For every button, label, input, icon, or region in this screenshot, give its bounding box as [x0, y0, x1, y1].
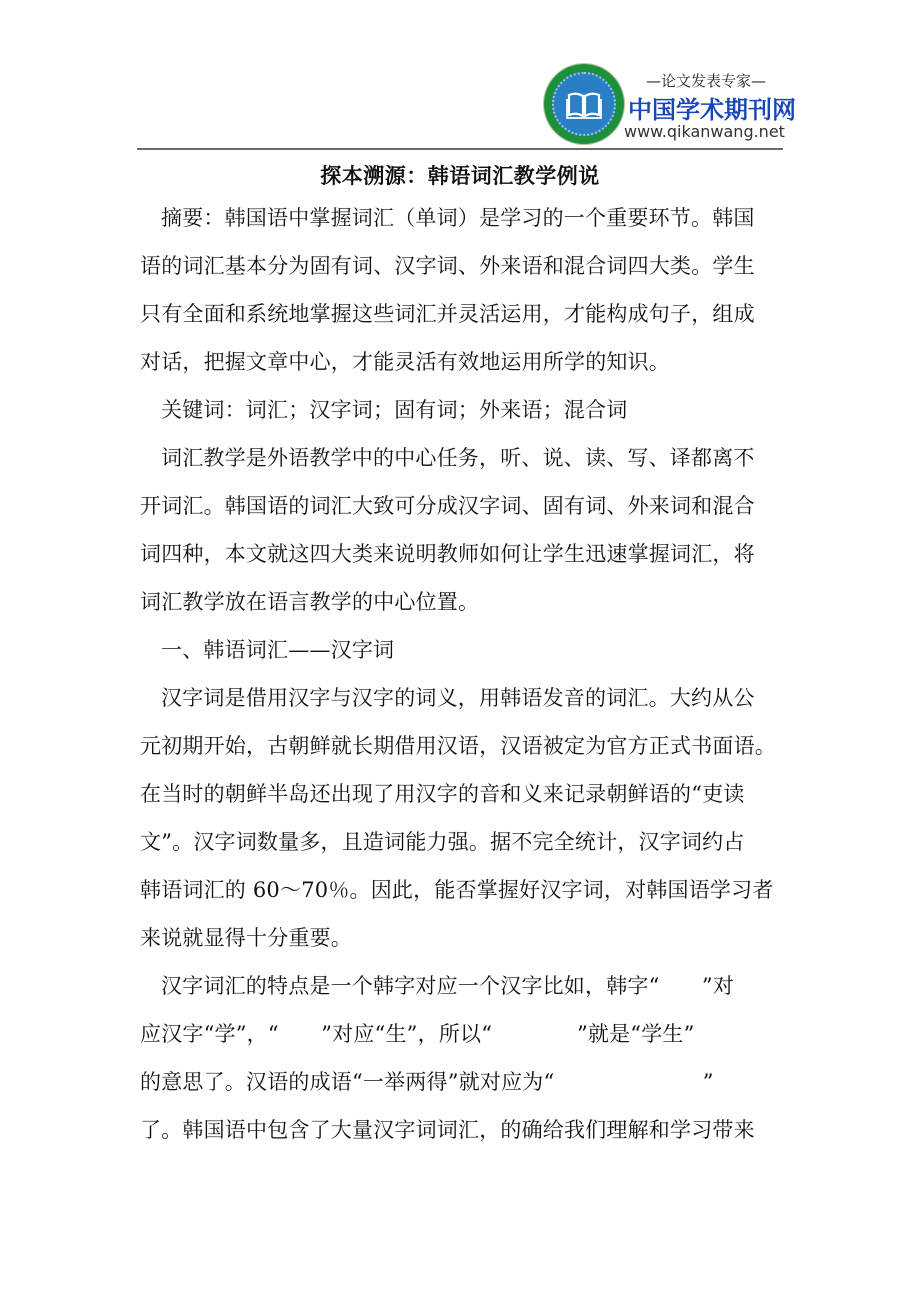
header-divider: [137, 148, 783, 150]
text-line: 词四种，本文就这四大类来说明教师如何让学生迅速掌握词汇，将: [140, 542, 755, 566]
text-line: 只有全面和系统地掌握这些词汇并灵活运用，才能构成句子，组成: [140, 302, 755, 326]
document-title: 探本溯源：韩语词汇教学例说: [320, 164, 600, 188]
document-body: [140, 201, 784, 1161]
text-line: 韩语词汇的 60～70％。因此，能否掌握好汉字词，对韩国语学习者: [140, 878, 774, 902]
text-line: 来说就显得十分重要。: [140, 926, 352, 950]
logo-tagline: —论文发表专家—: [645, 72, 766, 90]
site-logo[interactable]: [544, 64, 796, 146]
text-line: 的意思了。汉语的成语“一举两得”就对应为“ ”: [140, 1070, 714, 1094]
text-line: 汉字词汇的特点是一个韩字对应一个汉字比如，韩字“ ”对: [161, 974, 735, 998]
text-line: 对话，把握文章中心，才能灵活有效地运用所学的知识。: [140, 350, 670, 374]
text-line: 摘要：韩国语中掌握词汇（单词）是学习的一个重要环节。韩国: [161, 206, 755, 230]
text-line: 词汇教学是外语教学中的中心任务，听、说、读、写、译都离不: [161, 446, 755, 470]
text-line: 元初期开始，古朝鲜就长期借用汉语，汉语被定为官方正式书面语。: [140, 734, 776, 758]
book-seal-icon: [544, 64, 624, 144]
text-line: 了。韩国语中包含了大量汉字词词汇，的确给我们理解和学习带来: [140, 1118, 755, 1142]
logo-site-name: 中国学术期刊网: [628, 96, 796, 124]
text-line: 开词汇。韩国语的词汇大致可分成汉字词、固有词、外来词和混合: [140, 494, 755, 518]
text-line: 汉字词是借用汉字与汉字的词义，用韩语发音的词汇。大约从公: [161, 686, 755, 710]
text-line: 文”。汉字词数量多，且造词能力强。据不完全统计，汉字词约占: [140, 830, 745, 854]
text-line: 关键词：词汇；汉字词；固有词；外来语；混合词: [161, 398, 628, 422]
text-line: 应汉字“学”，“ ”对应“生”，所以“ ”就是“学生”: [140, 1022, 695, 1046]
text-line: 在当时的朝鲜半岛还出现了用汉字的音和义来记录朝鲜语的“吏读: [140, 782, 745, 806]
text-line: 一、韩语词汇——汉字词: [161, 638, 395, 662]
open-book-icon: [566, 91, 602, 119]
logo-url[interactable]: www.qikanwang.net: [624, 122, 785, 141]
text-line: 词汇教学放在语言教学的中心位置。: [140, 590, 480, 614]
text-line: 语的词汇基本分为固有词、汉字词、外来语和混合词四大类。学生: [140, 254, 755, 278]
